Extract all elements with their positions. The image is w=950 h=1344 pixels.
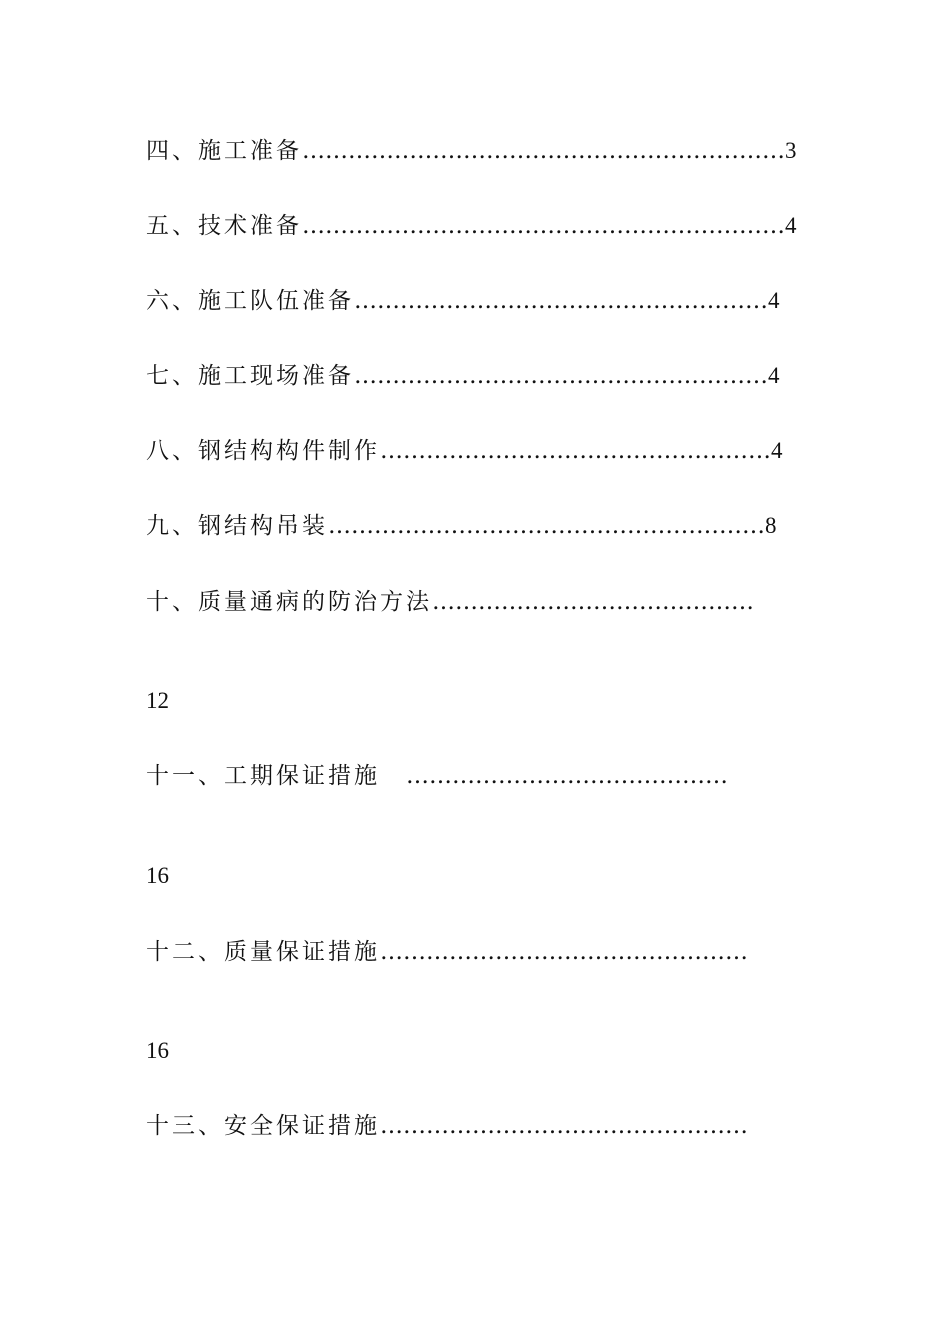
toc-entry-title: 七、施工现场准备 xyxy=(146,363,354,389)
toc-page-number: 4 xyxy=(771,438,783,463)
toc-leader-dots: …………………………………………… xyxy=(380,438,771,464)
toc-entry xyxy=(146,587,754,617)
toc-page-number: 4 xyxy=(768,363,780,388)
toc-entry-title: 十、质量通病的防治方法 xyxy=(146,589,432,615)
toc-page-number: 4 xyxy=(785,213,797,238)
toc-entry xyxy=(146,937,748,967)
toc-entry-title: 八、钢结构构件制作 xyxy=(146,438,380,464)
toc-leader-dots: ……………………………………………… xyxy=(354,288,768,314)
toc-entry-title: 十二、质量保证措施 xyxy=(146,939,380,965)
toc-entry xyxy=(146,761,728,791)
toc-page-number: 3 xyxy=(785,138,797,163)
toc-entry xyxy=(146,136,797,166)
toc-page-number: 16 xyxy=(146,863,169,888)
toc-entry xyxy=(146,361,780,391)
toc-entry xyxy=(146,511,777,541)
toc-page-number: 12 xyxy=(146,688,169,713)
toc-leader-dots: ……………………………………………………… xyxy=(302,213,785,239)
toc-leader-dots: ……………………………………………………… xyxy=(302,138,785,164)
toc-entry xyxy=(146,211,797,241)
toc-leader-dots: ……………………………………………… xyxy=(354,363,768,389)
toc-entry-title: 六、施工队伍准备 xyxy=(146,288,354,314)
toc-entry xyxy=(146,286,780,316)
toc-leader-dots: …………………………………… xyxy=(406,763,728,789)
toc-leader-dots: …………………………………… xyxy=(432,589,754,615)
toc-leader-dots: ………………………………………… xyxy=(380,1113,748,1139)
toc-page-number: 8 xyxy=(765,513,777,538)
toc-page-number: 16 xyxy=(146,1038,169,1063)
toc-entry-title: 五、技术准备 xyxy=(146,213,302,239)
toc-entry xyxy=(146,1111,748,1141)
toc-entry xyxy=(146,436,783,466)
toc-page-number: 4 xyxy=(768,288,780,313)
toc-entry-title: 十三、安全保证措施 xyxy=(146,1113,380,1139)
toc-entry-title: 九、钢结构吊装 xyxy=(146,513,328,539)
toc-leader-dots: ………………………………………… xyxy=(380,939,748,965)
toc-entry-title: 四、施工准备 xyxy=(146,138,302,164)
toc-leader-dots: ………………………………………………… xyxy=(328,513,765,539)
toc-entry-title: 十一、工期保证措施 xyxy=(146,763,406,789)
